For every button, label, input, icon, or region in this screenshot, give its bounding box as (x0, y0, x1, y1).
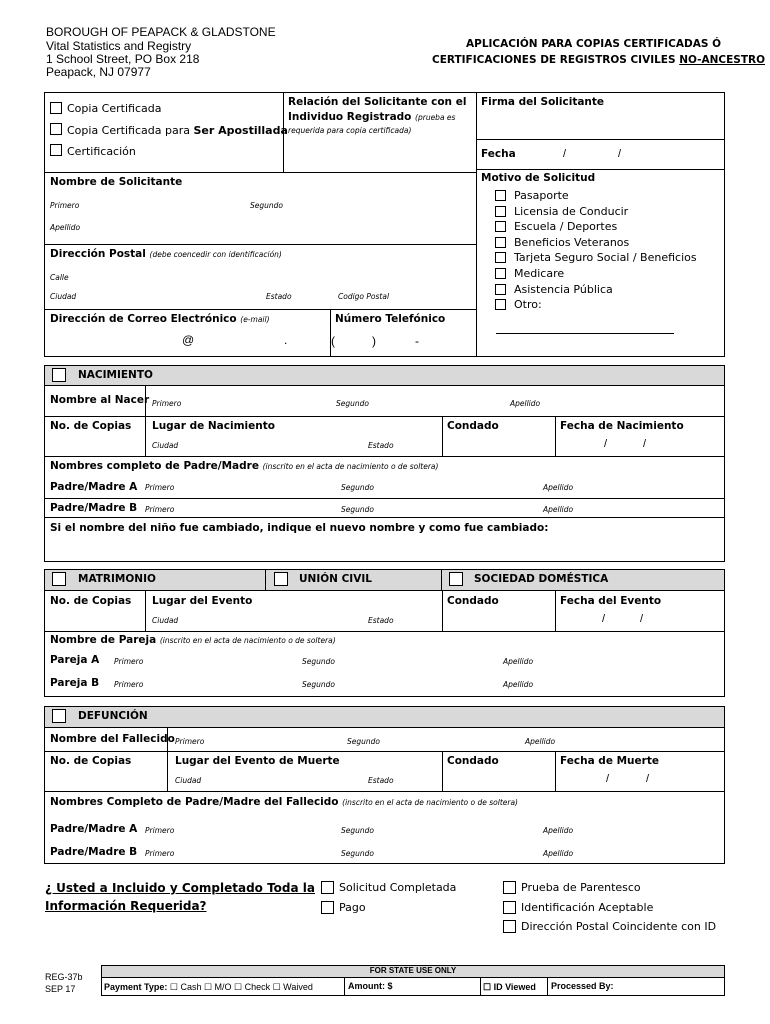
deceased-middle-label: Segundo (347, 737, 380, 746)
death-place-label: Lugar del Evento de Muerte (175, 755, 340, 767)
birth-city-label: Ciudad (152, 441, 179, 450)
office-street: 1 School Street, PO Box 218 (46, 52, 200, 66)
death-parent-a-last: Apellido (543, 826, 574, 835)
apostille-copy-label: Copia Certificada para Ser Apostillada (67, 124, 288, 137)
certification-checkbox[interactable] (50, 144, 62, 156)
birth-date-sep: / (643, 438, 647, 450)
marriage-city-label: Ciudad (152, 616, 179, 625)
applicant-name-label: Nombre de Solicitante (50, 176, 183, 188)
apostille-copy-checkbox[interactable] (50, 123, 62, 135)
partner-a-first: Primero (114, 657, 144, 666)
marriage-date-sep: / (602, 613, 606, 625)
birth-parent-b-first: Primero (145, 505, 175, 514)
reason-option-label: Pasaporte (514, 189, 569, 202)
marriage-date-label: Fecha del Evento (560, 595, 662, 607)
death-place-input[interactable] (172, 769, 438, 789)
certified-copy-label: Copia Certificada (67, 102, 162, 115)
death-parent-a-first: Primero (145, 826, 175, 835)
death-header: DEFUNCIÓN (78, 710, 148, 722)
form-title-line2: CERTIFICACIONES DE REGISTROS CIVILES NO-ANCESTRO (432, 54, 765, 66)
reason-option-checkbox[interactable] (495, 190, 506, 201)
reason-option-checkbox[interactable] (495, 284, 506, 295)
death-parent-b-first: Primero (145, 849, 175, 858)
reason-option-checkbox[interactable] (495, 268, 506, 279)
birth-date-input[interactable] (560, 434, 720, 454)
reason-option-label: Medicare (514, 267, 565, 280)
marriage-date-input[interactable] (560, 609, 720, 629)
marriage-checkbox[interactable] (52, 572, 66, 586)
payment-type-row: Payment Type: ☐ Cash ☐ M/O ☐ Check ☐ Waived (104, 982, 313, 992)
marriage-header: MATRIMONIO (78, 573, 156, 585)
birth-parent-a-last: Apellido (543, 483, 574, 492)
birth-county-input[interactable] (447, 434, 551, 454)
birth-parent-b-label: Padre/Madre B (50, 502, 138, 514)
domestic-partnership-header: SOCIEDAD DOMÉSTICA (474, 573, 609, 585)
marriage-county-input[interactable] (447, 609, 551, 629)
certified-copy-checkbox[interactable] (50, 102, 62, 114)
reason-option-checkbox[interactable] (495, 206, 506, 217)
relationship-proof-label: Prueba de Parentesco (521, 881, 641, 894)
state-use-label: FOR STATE USE ONLY (369, 966, 457, 975)
death-county-input[interactable] (447, 769, 551, 789)
relation-input[interactable] (290, 140, 470, 168)
death-date-input[interactable] (560, 769, 720, 789)
phone-input[interactable] (334, 329, 472, 353)
partner-b-first: Primero (114, 680, 144, 689)
deceased-first-label: Primero (175, 737, 205, 746)
date-label: Fecha (481, 148, 516, 160)
payment-label: Pago (339, 901, 366, 914)
birth-county-label: Condado (447, 420, 499, 432)
death-date-sep: / (606, 773, 610, 785)
birth-parent-b-middle: Segundo (341, 505, 374, 514)
date-separator: / (618, 148, 622, 160)
relation-note: requerida para copia certificada) (288, 126, 412, 135)
birth-copies-label: No. de Copias (50, 420, 132, 432)
death-county-label: Condado (447, 755, 499, 767)
zip-label: Codigo Postal (338, 292, 390, 301)
civil-union-header: UNIÓN CIVIL (299, 573, 372, 585)
death-parent-b-middle: Segundo (341, 849, 374, 858)
partner-b-input[interactable] (110, 673, 720, 693)
phone-dash: - (415, 334, 419, 348)
reason-other-line (496, 333, 674, 334)
name-change-label: Si el nombre del niño fue cambiado, indique el nuevo nombre y como fue cambiado: (50, 522, 549, 534)
death-copies-label: No. de Copias (50, 755, 132, 767)
matching-address-checkbox[interactable] (503, 920, 516, 933)
relation-label: Relación del Solicitante con el (288, 96, 467, 108)
marriage-county-label: Condado (447, 595, 499, 607)
birth-middle-label: Segundo (336, 399, 369, 408)
partner-a-label: Pareja A (50, 654, 100, 666)
birth-place-label: Lugar de Nacimiento (152, 420, 275, 432)
matching-address-label: Dirección Postal Coincidente con ID (521, 920, 717, 933)
birth-parent-a-middle: Segundo (341, 483, 374, 492)
relationship-proof-checkbox[interactable] (503, 881, 516, 894)
birth-parent-b-input[interactable] (140, 500, 720, 516)
death-city-label: Ciudad (175, 776, 202, 785)
applicant-last-label: Apellido (50, 223, 81, 232)
phone-paren-open: ( (331, 334, 335, 348)
death-checkbox[interactable] (52, 709, 66, 723)
partner-b-last: Apellido (503, 680, 534, 689)
reason-other-input[interactable] (496, 318, 674, 333)
certification-label: Certificación (67, 145, 136, 158)
reason-option-label: Asistencia Pública (514, 282, 613, 296)
partner-a-middle: Segundo (302, 657, 335, 666)
reason-option-checkbox[interactable] (495, 299, 506, 310)
phone-paren-close: ) (372, 334, 376, 348)
death-date-sep: / (646, 773, 650, 785)
birth-state-label: Estado (368, 441, 394, 450)
death-parents-label: Nombres Completo de Padre/Madre del Fallecido (inscrito en el acta de nacimiento o de soltera) (50, 796, 518, 808)
birth-parent-a-input[interactable] (140, 476, 720, 496)
id-viewed-label: ☐ ID Viewed (483, 982, 536, 992)
applicant-last-input[interactable] (50, 214, 470, 232)
death-parent-a-input[interactable] (140, 818, 720, 838)
birth-copies-input[interactable] (50, 436, 140, 454)
date-input[interactable] (520, 146, 720, 166)
death-parent-b-input[interactable] (140, 841, 720, 861)
signature-input[interactable] (481, 112, 721, 136)
completed-application-checkbox[interactable] (321, 881, 334, 894)
completed-application-label: Solicitud Completada (339, 881, 457, 894)
death-parent-b-last: Apellido (543, 849, 574, 858)
name-change-input[interactable] (50, 538, 720, 558)
checklist-question-line2: Información Requerida? (45, 899, 207, 913)
reason-option-checkbox[interactable] (495, 252, 506, 263)
civil-union-checkbox[interactable] (274, 572, 288, 586)
marriage-state-label: Estado (368, 616, 394, 625)
email-at-sign: @ (182, 333, 195, 347)
birth-parents-label: Nombres completo de Padre/Madre (inscrito en el acta de nacimiento o de soltera) (50, 460, 439, 472)
reason-label: Motivo de Solicitud (481, 172, 596, 184)
birth-parent-a-first: Primero (145, 483, 175, 492)
marriage-place-input[interactable] (150, 609, 438, 629)
deceased-name-label: Nombre del Fallecido (50, 733, 175, 745)
date-separator: / (563, 148, 567, 160)
birth-name-label: Nombre al Nacer (50, 394, 150, 406)
email-input[interactable] (50, 329, 326, 353)
marriage-copies-label: No. de Copias (50, 595, 132, 607)
office-name: Vital Statistics and Registry (46, 39, 192, 53)
city-state-zip-input[interactable] (50, 285, 470, 305)
birth-checkbox[interactable] (52, 368, 66, 382)
birth-first-label: Primero (152, 399, 182, 408)
applicant-first-label: Primero (50, 201, 80, 210)
reason-option-checkbox[interactable] (495, 237, 506, 248)
applicant-first-middle-input[interactable] (50, 192, 470, 210)
birth-name-input[interactable] (150, 389, 720, 413)
marriage-copies-input[interactable] (50, 611, 140, 629)
partner-a-input[interactable] (110, 650, 720, 670)
reason-option-label: Licensia de Conducir (514, 204, 629, 218)
reason-option-label: Tarjeta Seguro Social / Beneficios (514, 251, 697, 265)
reason-option-label: Escuela / Deportes (514, 220, 618, 234)
email-dot: . (284, 333, 288, 347)
birth-last-label: Apellido (510, 399, 541, 408)
relation-label-2: Individuo Registrado (prueba es (288, 111, 456, 123)
form-id: REG-37b (45, 972, 83, 982)
acceptable-id-label: Identificación Aceptable (521, 901, 654, 914)
phone-label: Número Telefónico (335, 313, 446, 325)
partner-a-last: Apellido (503, 657, 534, 666)
payment-checkbox[interactable] (321, 901, 334, 914)
borough-name: BOROUGH OF PEAPACK & GLADSTONE (46, 25, 276, 39)
death-parent-a-middle: Segundo (341, 826, 374, 835)
reason-option-label: Beneficios Veteranos (514, 235, 630, 249)
death-parent-b-label: Padre/Madre B (50, 846, 138, 858)
city-label: Ciudad (50, 292, 77, 301)
office-city: Peapack, NJ 07977 (46, 65, 151, 79)
partner-b-label: Pareja B (50, 677, 100, 689)
signature-label: Firma del Solicitante (481, 96, 605, 108)
reason-option-label: Otro: (514, 298, 542, 312)
checklist-question-line1: ¿ Usted a Incluido y Completado Toda la (45, 881, 315, 895)
death-copies-input[interactable] (50, 771, 162, 789)
processed-by-label: Processed By: (551, 981, 614, 991)
death-date-label: Fecha de Muerte (560, 755, 659, 767)
form-title-line1: APLICACIÓN PARA COPIAS CERTIFICADAS Ó (466, 38, 721, 50)
email-label: Dirección de Correo Electrónico (e-mail) (50, 313, 270, 325)
street-input[interactable] (50, 264, 470, 282)
birth-parent-b-last: Apellido (543, 505, 574, 514)
amount-label: Amount: $ (348, 981, 393, 991)
death-state-label: Estado (368, 776, 394, 785)
street-label: Calle (50, 273, 69, 282)
marriage-date-sep: / (640, 613, 644, 625)
birth-place-input[interactable] (150, 434, 438, 454)
state-label: Estado (266, 292, 292, 301)
deceased-name-input[interactable] (172, 730, 720, 750)
applicant-middle-label: Segundo (250, 201, 283, 210)
deceased-last-label: Apellido (525, 737, 556, 746)
birth-header: NACIMIENTO (78, 369, 153, 381)
partner-name-label: Nombre de Pareja (inscrito en el acta de nacimiento o de soltera) (50, 634, 336, 646)
acceptable-id-checkbox[interactable] (503, 901, 516, 914)
form-date: SEP 17 (45, 984, 76, 994)
partner-b-middle: Segundo (302, 680, 335, 689)
marriage-place-label: Lugar del Evento (152, 595, 253, 607)
reason-option-checkbox[interactable] (495, 221, 506, 232)
birth-date-label: Fecha de Nacimiento (560, 420, 684, 432)
birth-date-sep: / (604, 438, 608, 450)
domestic-partnership-checkbox[interactable] (449, 572, 463, 586)
death-parent-a-label: Padre/Madre A (50, 823, 138, 835)
birth-parent-a-label: Padre/Madre A (50, 481, 138, 493)
address-label: Dirección Postal (debe coencedir con identificación) (50, 248, 282, 260)
